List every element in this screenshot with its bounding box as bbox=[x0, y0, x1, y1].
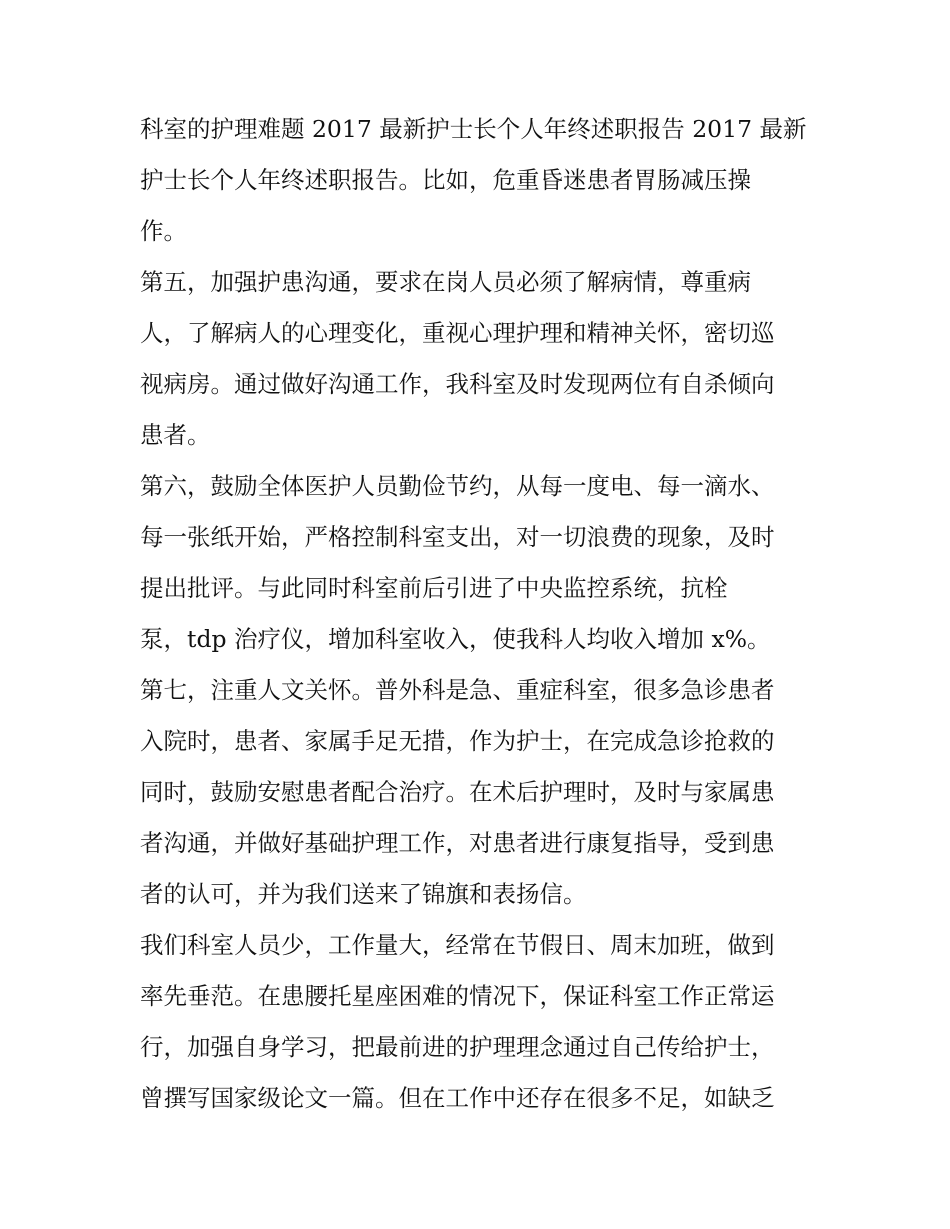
text-line: 人，了解病人的心理变化，重视心理护理和精神关怀，密切巡 bbox=[140, 319, 775, 347]
text-line: 率先垂范。在患腰托星座困难的情况下，保证科室工作正常运 bbox=[140, 982, 775, 1010]
text-line: 行，加强自身学习，把最前进的护理理念通过自己传给护士， bbox=[140, 1033, 775, 1061]
text-line: 入院时，患者、家属手足无措，作为护士，在完成急诊抢救的 bbox=[140, 727, 775, 755]
text-line: 科室的护理难题 2017 最新护士长个人年终述职报告 2017 最新 bbox=[140, 115, 807, 143]
text-line: 同时，鼓励安慰患者配合治疗。在术后护理时，及时与家属患 bbox=[140, 778, 775, 806]
text-line: 护士长个人年终述职报告。比如，危重昏迷患者胃肠减压操 bbox=[140, 166, 751, 194]
document-body bbox=[140, 104, 820, 1124]
text-line: 作。 bbox=[140, 217, 187, 245]
text-line: 第六，鼓励全体医护人员勤俭节约，从每一度电、每一滴水、 bbox=[140, 472, 775, 500]
text-line: 泵，tdp 治疗仪，增加科室收入，使我科人均收入增加 x%。 bbox=[140, 625, 771, 653]
text-line: 每一张纸开始，严格控制科室支出，对一切浪费的现象，及时 bbox=[140, 523, 775, 551]
text-line: 提出批评。与此同时科室前后引进了中央监控系统，抗栓 bbox=[140, 574, 728, 602]
text-line: 患者。 bbox=[140, 421, 211, 449]
text-line: 第五，加强护患沟通，要求在岗人员必须了解病情，尊重病 bbox=[140, 268, 751, 296]
text-line: 第七，注重人文关怀。普外科是急、重症科室，很多急诊患者 bbox=[140, 676, 775, 704]
text-line: 者沟通，并做好基础护理工作，对患者进行康复指导，受到患 bbox=[140, 829, 775, 857]
text-line: 曾撰写国家级论文一篇。但在工作中还存在很多不足，如缺乏 bbox=[140, 1084, 775, 1112]
text-line: 者的认可，并为我们送来了锦旗和表扬信。 bbox=[140, 880, 587, 908]
text-line: 我们科室人员少，工作量大，经常在节假日、周末加班，做到 bbox=[140, 931, 775, 959]
text-line: 视病房。通过做好沟通工作，我科室及时发现两位有自杀倾向 bbox=[140, 370, 775, 398]
